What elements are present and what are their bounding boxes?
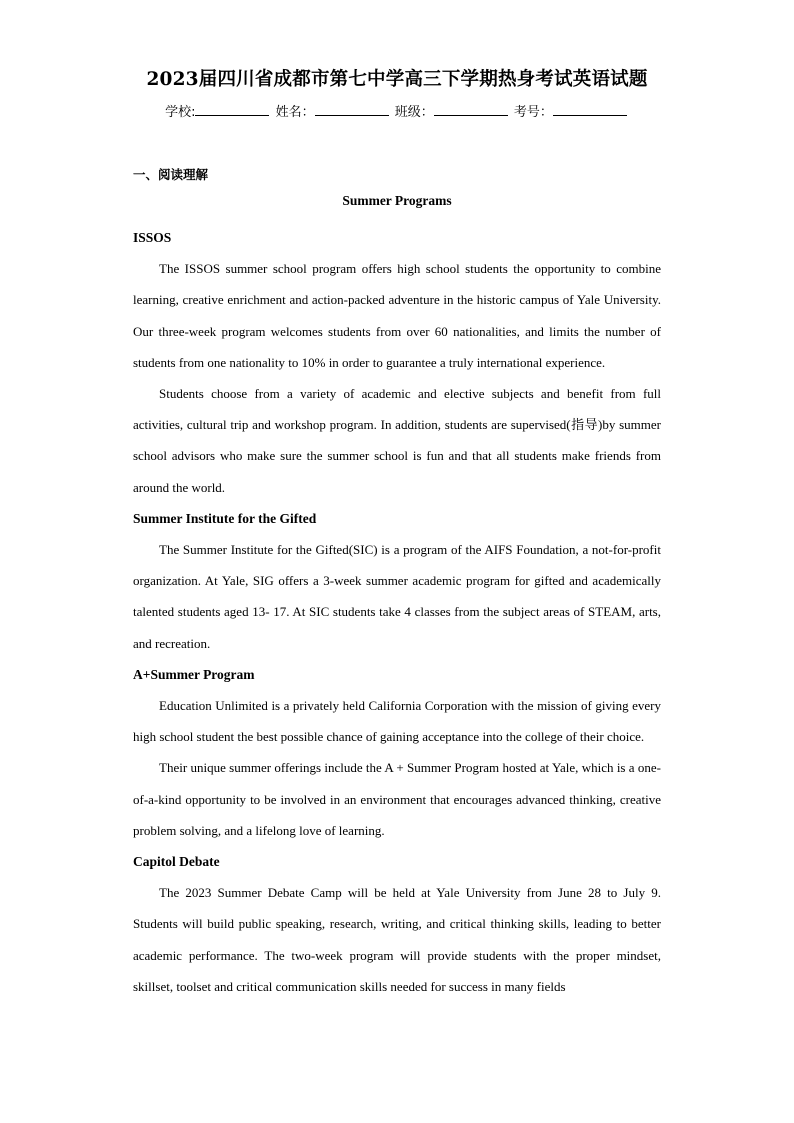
exam-number-label: 考号：: [513, 105, 553, 120]
name-label: 姓名：: [275, 105, 315, 120]
section-label: 一、阅读理解: [133, 167, 209, 182]
paragraph: The Summer Institute for the Gifted(SIC) is a program of the AIFS Foundation, a not-for-profit organization. At Yale, SIG offers a 3-week summer academic program for gifted and academically talented students aged 13- 17. At SIC students take 4 classes from the subject areas of STEAM, arts, and recreation.: [133, 542, 661, 651]
program-heading: ISSOS: [133, 230, 172, 245]
exam-number-blank[interactable]: [553, 100, 627, 116]
exam-title: 2023届四川省成都市第七中学高三下学期热身考试英语试题: [146, 69, 648, 90]
paragraph: The 2023 Summer Debate Camp will be held at Yale University from June 28 to July 9. Students will build public speaking, research, writing, and critical thinking skills, leading to better academic performance. The two-week program will provide students with the proper mindset, skillset, toolset and critical communication skills needed for success in many fields: [133, 885, 661, 994]
school-label: 学校:: [165, 105, 196, 120]
passage-title: Summer Programs: [342, 193, 452, 208]
class-label: 班级：: [394, 105, 434, 120]
program-a-plus: [133, 659, 661, 846]
program-heading: Summer Institute for the Gifted: [133, 510, 317, 526]
program-issos: [133, 222, 661, 503]
reading-section: [133, 164, 661, 1002]
student-info-line: [0, 100, 794, 124]
program-heading: A+Summer Program: [133, 666, 255, 682]
school-blank[interactable]: [195, 100, 269, 116]
paragraph: Education Unlimited is a privately held California Corporation with the mission of giving every high school student the best possible chance of gaining acceptance into the college of their choice.: [133, 698, 661, 745]
paragraph: Students choose from a variety of academic and elective subjects and benefit from full activities, cultural trip and workshop program. In addition, students are supervised(指导)by summer school advisors who make sure the summer school is fun and that all students make friends from around the world.: [133, 386, 661, 495]
paragraph: Their unique summer offerings include the A + Summer Program hosted at Yale, which is a one-of-a-kind opportunity to be involved in an environment that encourages advanced thinking, creative problem solving, and a lifelong love of learning.: [133, 760, 661, 838]
paragraph: The ISSOS summer school program offers high school students the opportunity to combine learning, creative enrichment and action-packed adventure in the historic campus of Yale University. Our three-week program welcomes students from over 60 nationalities, and limits the number of students from one nationality to 10% in order to guarantee a truly international experience.: [133, 261, 661, 370]
name-blank[interactable]: [315, 100, 389, 116]
class-blank[interactable]: [434, 100, 508, 116]
program-sig: [133, 503, 661, 659]
program-capitol-debate: [133, 846, 661, 1002]
program-heading: Capitol Debate: [133, 854, 220, 870]
